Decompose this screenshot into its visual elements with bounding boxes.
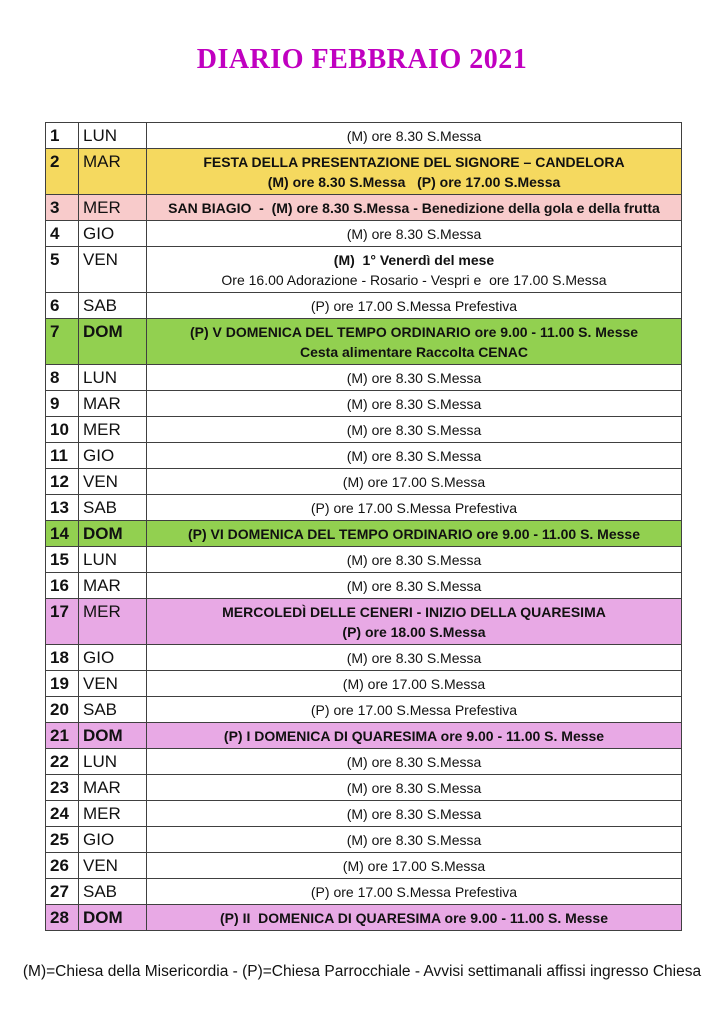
table-row (46, 879, 682, 905)
weekday-cell: MER (79, 195, 147, 221)
weekday-cell: GIO (79, 827, 147, 853)
event-cell (147, 495, 682, 521)
table-row (46, 723, 682, 749)
table-row (46, 775, 682, 801)
weekday-cell: SAB (79, 293, 147, 319)
day-number-cell: 9 (46, 391, 79, 417)
weekday-cell: GIO (79, 645, 147, 671)
day-number-cell: 2 (46, 149, 79, 195)
event-line: (M) ore 8.30 S.Messa (346, 832, 482, 848)
day-number-cell: 19 (46, 671, 79, 697)
day-number-cell: 6 (46, 293, 79, 319)
event-line: Ore 16.00 Adorazione - Rosario - Vespri e ore 17.00 S.Messa (221, 272, 607, 288)
table-row (46, 801, 682, 827)
event-cell (147, 905, 682, 931)
event-cell (147, 801, 682, 827)
weekday-cell: LUN (79, 749, 147, 775)
day-number-cell: 13 (46, 495, 79, 521)
event-line: (M) ore 17.00 S.Messa (342, 474, 486, 490)
table-row (46, 443, 682, 469)
day-number-cell: 26 (46, 853, 79, 879)
weekday-cell: MAR (79, 391, 147, 417)
weekday-cell: SAB (79, 495, 147, 521)
event-cell (147, 697, 682, 723)
weekday-cell: GIO (79, 443, 147, 469)
weekday-cell: VEN (79, 469, 147, 495)
event-cell (147, 417, 682, 443)
table-row (46, 149, 682, 195)
weekday-cell: SAB (79, 879, 147, 905)
weekday-cell: MAR (79, 573, 147, 599)
event-line: (P) ore 17.00 S.Messa Prefestiva (310, 298, 518, 314)
event-line: (M) ore 8.30 S.Messa (346, 422, 482, 438)
page-title: DIARIO FEBBRAIO 2021 (196, 44, 528, 75)
day-number-cell: 20 (46, 697, 79, 723)
event-line: (M) ore 8.30 S.Messa (346, 650, 482, 666)
table-row (46, 495, 682, 521)
event-cell (147, 599, 682, 645)
day-number-cell: 25 (46, 827, 79, 853)
day-number-cell: 7 (46, 319, 79, 365)
weekday-cell: DOM (79, 723, 147, 749)
event-cell (147, 443, 682, 469)
calendar-table (45, 122, 682, 931)
table-row (46, 391, 682, 417)
table-row (46, 123, 682, 149)
weekday-cell: DOM (79, 905, 147, 931)
table-row (46, 853, 682, 879)
day-number-cell: 12 (46, 469, 79, 495)
weekday-cell: LUN (79, 547, 147, 573)
event-line: (M) ore 8.30 S.Messa (346, 780, 482, 796)
event-line: (M) ore 8.30 S.Messa (346, 396, 482, 412)
day-number-cell: 23 (46, 775, 79, 801)
weekday-cell: VEN (79, 671, 147, 697)
day-number-cell: 27 (46, 879, 79, 905)
event-cell (147, 365, 682, 391)
day-number-cell: 3 (46, 195, 79, 221)
day-number-cell: 1 (46, 123, 79, 149)
event-cell (147, 827, 682, 853)
calendar-body (46, 123, 682, 931)
event-line: FESTA DELLA PRESENTAZIONE DEL SIGNORE – CANDELORA (203, 154, 625, 170)
weekday-cell: LUN (79, 123, 147, 149)
day-number-cell: 17 (46, 599, 79, 645)
event-line: (M) ore 8.30 S.Messa (346, 552, 482, 568)
weekday-cell: LUN (79, 365, 147, 391)
day-number-cell: 28 (46, 905, 79, 931)
table-row (46, 417, 682, 443)
event-cell (147, 247, 682, 293)
event-cell (147, 149, 682, 195)
footer-legend: (M)=Chiesa della Misericordia - (P)=Chiesa Parrocchiale - Avvisi settimanali affissi ingresso Chiesa (22, 963, 702, 980)
weekday-cell: MER (79, 417, 147, 443)
event-line: (M) ore 8.30 S.Messa (P) ore 17.00 S.Messa (267, 174, 561, 190)
event-line: (M) ore 17.00 S.Messa (342, 858, 486, 874)
event-line: (P) ore 17.00 S.Messa Prefestiva (310, 500, 518, 516)
event-cell (147, 723, 682, 749)
table-row (46, 905, 682, 931)
table-row (46, 749, 682, 775)
weekday-cell: DOM (79, 319, 147, 365)
event-cell (147, 547, 682, 573)
weekday-cell: MAR (79, 775, 147, 801)
day-number-cell: 18 (46, 645, 79, 671)
event-cell (147, 123, 682, 149)
event-cell (147, 749, 682, 775)
event-line: (M) 1° Venerdì del mese (333, 252, 495, 268)
day-number-cell: 11 (46, 443, 79, 469)
weekday-cell: DOM (79, 521, 147, 547)
weekday-cell: MER (79, 599, 147, 645)
event-line: (M) ore 8.30 S.Messa (346, 370, 482, 386)
event-line: (M) ore 8.30 S.Messa (346, 754, 482, 770)
event-cell (147, 391, 682, 417)
weekday-cell: VEN (79, 853, 147, 879)
day-number-cell: 5 (46, 247, 79, 293)
event-line: (P) VI DOMENICA DEL TEMPO ORDINARIO ore 9.00 - 11.00 S. Messe (187, 526, 640, 542)
day-number-cell: 16 (46, 573, 79, 599)
event-cell (147, 221, 682, 247)
table-row (46, 599, 682, 645)
event-line: (M) ore 8.30 S.Messa (346, 226, 482, 242)
event-cell (147, 573, 682, 599)
event-line: (M) ore 8.30 S.Messa (346, 578, 482, 594)
event-cell (147, 195, 682, 221)
day-number-cell: 8 (46, 365, 79, 391)
weekday-cell: VEN (79, 247, 147, 293)
event-line: (M) ore 17.00 S.Messa (342, 676, 486, 692)
event-cell (147, 521, 682, 547)
weekday-cell: MAR (79, 149, 147, 195)
event-line: (P) II DOMENICA DI QUARESIMA ore 9.00 - 11.00 S. Messe (220, 910, 608, 926)
weekday-cell: GIO (79, 221, 147, 247)
table-row (46, 365, 682, 391)
event-line: (P) ore 18.00 S.Messa (342, 624, 486, 640)
event-line: MERCOLEDÌ DELLE CENERI - INIZIO DELLA QUARESIMA (222, 604, 606, 620)
event-line: SAN BIAGIO - (M) ore 8.30 S.Messa - Benedizione della gola e della frutta (168, 200, 660, 216)
table-row (46, 221, 682, 247)
table-row (46, 645, 682, 671)
event-cell (147, 671, 682, 697)
day-number-cell: 4 (46, 221, 79, 247)
weekday-cell: MER (79, 801, 147, 827)
table-row (46, 195, 682, 221)
table-row (46, 319, 682, 365)
event-cell (147, 469, 682, 495)
event-line: (P) ore 17.00 S.Messa Prefestiva (310, 702, 518, 718)
day-number-cell: 21 (46, 723, 79, 749)
event-line: (P) ore 17.00 S.Messa Prefestiva (310, 884, 518, 900)
table-row (46, 293, 682, 319)
event-cell (147, 293, 682, 319)
event-cell (147, 645, 682, 671)
day-number-cell: 10 (46, 417, 79, 443)
table-row (46, 247, 682, 293)
table-row (46, 573, 682, 599)
event-cell (147, 853, 682, 879)
table-row (46, 671, 682, 697)
event-cell (147, 319, 682, 365)
event-line: (P) V DOMENICA DEL TEMPO ORDINARIO ore 9.00 - 11.00 S. Messe (189, 324, 639, 340)
table-row (46, 697, 682, 723)
table-row (46, 547, 682, 573)
event-cell (147, 775, 682, 801)
table-row (46, 827, 682, 853)
event-line: (P) I DOMENICA DI QUARESIMA ore 9.00 - 11.00 S. Messe (223, 728, 605, 744)
day-number-cell: 22 (46, 749, 79, 775)
weekday-cell: SAB (79, 697, 147, 723)
event-line: (M) ore 8.30 S.Messa (346, 806, 482, 822)
event-line: (M) ore 8.30 S.Messa (346, 448, 482, 464)
event-line: (M) ore 8.30 S.Messa (346, 128, 482, 144)
event-line: Cesta alimentare Raccolta CENAC (300, 344, 528, 360)
day-number-cell: 24 (46, 801, 79, 827)
table-row (46, 469, 682, 495)
day-number-cell: 15 (46, 547, 79, 573)
table-row (46, 521, 682, 547)
event-cell (147, 879, 682, 905)
day-number-cell: 14 (46, 521, 79, 547)
